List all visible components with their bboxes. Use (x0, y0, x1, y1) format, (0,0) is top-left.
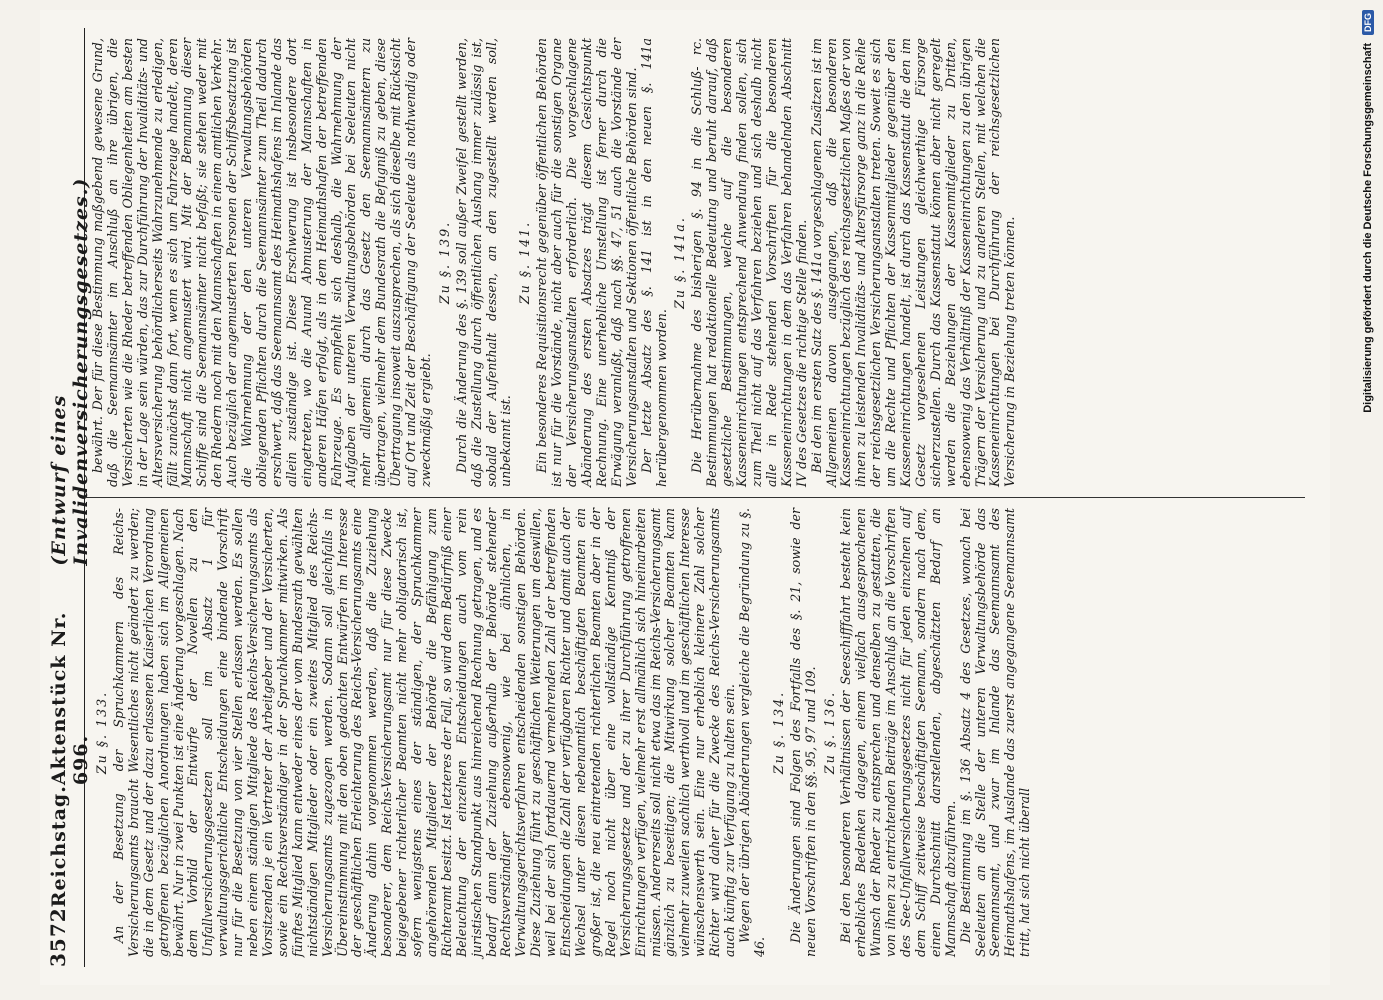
left-column (85, 498, 1305, 967)
section-heading: Zu §. 134. (770, 690, 786, 775)
paragraph: An der Besetzung der Spruchkammern des Reichs-Versicherungsamts braucht Wesentliches nicht geändert zu werden; die in dem Gesetz und der dazu erlassenen Kaiserlichen Verordnung getroffenen bezüglichen Anordnungen haben sich im Allgemeinen bewährt. Nur in zwei Punkten ist eine Änderung vorgeschlagen. Nach dem Vorbild der Entwürfe der Novellen zu den Unfallversicherungsgesetzen soll im Absatz 1 für verwaltungsgerichtliche Entscheidungen eine bindende Vorschrift nur für die Besetzung von vier Stellen erlassen werden. Es sollen neben einem ständigen Mitgliede des Reichs-Versicherungsamts als Vorsitzenden je ein Vertreter der Arbeitgeber und der Versicherten, sowie ein Rechtsverständiger in der Spruchkammer mitwirken. Als fünftes Mitglied kann entweder eines der vom Bundesrath gewählten nichtständigen Mitglieder oder ein zweites Mitglied des Reichs-Versicherungsamts zugezogen werden. Sodann soll gleichfalls in Übereinstimmung mit den oben gedachten Entwürfen im Interesse der geschäftlichen Erleichterung des Reichs-Versicherungsamts eine Änderung dahin vorgenommen werden, daß die Zuziehung besonderer, dem Reichs-Versicherungsamt nur für diese Zwecke beigegebener richterlicher Beamten nicht mehr obligatorisch ist, sofern wenigstens eines der ständigen, der Spruchkammer angehörenden Mitglieder der Behörde die Befähigung zum Richteramt besitzt. Ist letzteres der Fall, so wird dem Bedürfniß einer Beleuchtung der einzelnen Entscheidungen auch vom rein juristischen Standpunkt aus hinreichend Rechnung getragen, und es bedarf dann der Zuziehung außerhalb der Behörde stehender Rechtsverständiger ebensowenig, wie bei ähnlichen, in Verwaltungsgerichtsverfahren entscheidenden sonstigen Behörden. Diese Zuziehung führt zu geschäftlichen Weiterungen um deswillen, weil bei der sich fortdauernd vermehrenden Zahl der betreffenden Entscheidungen die Zahl der verfügbaren Richter und damit auch der Wechsel unter diesen nebenamtlich beschäftigten Beamten ein großer ist, die neu eintretenden richterlichen Beamten aber in der Regel noch nicht über eine vollständige Kenntniß der Versicherungsgesetze und der zu ihrer Durchführung getroffenen Einrichtungen verfügen, vielmehr erst allmählich sich hineinarbeiten müssen. Andererseits soll nicht etwa das im Reichs-Versicherungsamt gänzlich zu beseitigen; die Mitwirkung solcher Beamten kann vielmehr zuweilen sachlich werthvoll und im geschäftlichen Interesse wünschenswerth sein. Eine nur erheblich kleinere Zahl solcher Richter wird daher für die Zwecke des Reichs-Versicherungsamts auch künftig zur Verfügung zu halten sein. (110, 508, 738, 957)
paragraph: Bei den besonderen Verhältnissen der Seeschifffahrt besteht kein erhebliches Bedenken dagegen, einem vielfach ausgesprochenen Wunsch der Rheder zu entsprechen und denselben zu gestatten, die von ihnen zu entrichtenden Beiträge im Anschluß an die Vorschriften des See-Unfallversicherungsgesetzes nicht für jeden einzelnen auf dem Schiff zeitweise beschäftigten Seemann, sondern nach dem, einen Durchschnitt darstellenden, abgeschätzten Bedarf an Mannschaft abzuführen. (838, 508, 958, 957)
document-number: Aktenstück Nr. 696. (48, 611, 92, 786)
credit-text: Digitalisierung gefördert durch die Deutsche Forschungsgemeinschaft (1362, 43, 1374, 413)
digitization-credit (1355, 10, 1381, 990)
page-header (46, 28, 92, 967)
paragraph: Die Bestimmung im §. 136 Absatz 4 des Gesetzes, wonach bei Seeleuten an die Stelle der unteren Verwaltungsbehörde das Seemannsamt, und zwar im Inlande das Seemannsamt des Heimathshafens, im Auslande das zuerst angegangene Seemannsamt tritt, hat sich nicht überall (957, 508, 1033, 957)
section-heading: Zu §. 136. (821, 690, 837, 775)
rotated-page-content (40, 10, 1330, 985)
reichstag-label: Reichstag. (48, 785, 70, 908)
paragraph: Wegen der übrigen Abänderungen vergleiche die Begründung zu §. 46. (736, 508, 767, 957)
page-title: (Entwurf eines Invalidenversicherungsgesetzes.) (48, 177, 92, 566)
paragraph: Durch die Änderung des §. 139 soll außer Zweifel gestellt werden, daß die Zustellung durch öffentlichen Aushang immer zulässig ist, sobald der Aufenthalt dessen, an den zugestellt werden soll, unbekannt ist. (453, 38, 514, 487)
paragraph: Die Änderungen sind Folgen des Fortfalls des §. 21, sowie der neuen Vorschriften in den §§. 95, 97 und 109. (787, 508, 818, 957)
section-heading: Zu §. 133. (94, 690, 109, 775)
paragraph: Bei den im ersten Satz des §. 141a vorgeschlagenen Zusätzen ist im Allgemeinen davon ausgegangen, daß die besonderen Kasseneinrichtungen bezüglich des reichsgesetzlichen Maßes der von ihnen zu leistenden Invaliditäts- und Altersfürsorge ganz in die Reihe der reichsgesetzlichen Versicherungsanstalten treten. Soweit es sich um die Rechte und Pflichten der Kassenmitglieder gegenüber den Kasseneinrichtungen handelt, ist durch das Kassenstatut die den im Gesetz vorgesehenen Leistungen gleichwerthige Fürsorge sicherzustellen. Durch das Kassenstatut können aber nicht geregelt werden die Beziehungen der Kassenmitglieder zu Dritten, ebensowenig das Verhältniß der Kasseneinrichtungen zu den übrigen Trägern der Versicherung und zu anderen Stellen, mit welchen die Kasseneinrichtungen bei Durchführung der reichsgesetzlichen Versicherung in Beziehung treten können. (808, 38, 1018, 487)
paragraph: Die Herübernahme des bisherigen §. 94 in die Schluß- rc. Bestimmungen hat redaktionelle Bedeutung und beruht darauf, daß gesetzliche Bestimmungen, welche auf die besonderen Kasseneinrichtungen entsprechend Anwendung finden sollen, sich zum Theil nicht auf das Verfahren beziehen und sich deshalb nicht alle in Rede stehenden Vorschriften für die besonderen Kasseneinrichtungen in dem das Verfahren behandelnden Abschnitt IV des Gesetzes die richtige Stelle finden. (689, 38, 809, 487)
section-heading: Zu §. 141. (517, 220, 533, 305)
scanned-page (40, 10, 1330, 985)
section-heading: Zu §. 139. (436, 220, 452, 305)
right-column (85, 28, 1305, 498)
section-heading: Zu §. 141a. (672, 216, 688, 309)
paragraph: Der letzte Absatz des §. 141 ist in den neuen §. 141a herübergenommen worden. (638, 38, 669, 487)
paragraph: Ein besonderes Requisitionsrecht gegenüber öffentlichen Behörden ist nur für die Vorstände, nicht aber auch für die sonstigen Organe der Versicherungsanstalten erforderlich. Die vorgeschlagene Abänderung des ersten Absatzes trägt diesem Gesichtspunkt Rechnung. Eine unerhebliche Umstellung ist ferner durch die Erwägung veranlaßt, daß nach §§. 47, 51 auch die Vorstände der Versicherungsanstalten und Sektionen öffentliche Behörden sind. (534, 38, 639, 487)
paragraph: bewährt. Der für diese Bestimmung maßgebend gewesene Grund, daß die Seemannsämter im Anschluß an ihre übrigen, die Versicherten wie die Rheder betreffenden Obliegenheiten am besten in der Lage sein würden, das zur Durchführung der Invaliditäts- und Altersversicherung behördlicherseits Wahrzunehmende zu erledigen, fällt zunächst dann fort, wenn es sich um Fahrzeuge handelt, deren Mannschaft nicht angemustert wird. Mit der Bemannung dieser Schiffe sind die Seemannsämter nicht befaßt; sie stehen weder mit den Rhedern noch mit den Mannschaften in einem amtlichen Verkehr. Auch bezüglich der angemusterten Personen der Schiffsbesatzung ist die Wahrnehmung der den unteren Verwaltungsbehörden obliegenden Pflichten durch die Seemannsämter zum Theil dadurch erschwert, daß das Seemannsamt des Heimathshafens im Inlande das allein zuständige ist. Diese Erschwerung ist insbesondere dort eingetreten, wo die Anund Abmusterung der Mannschaften in anderen Häfen erfolgt, als in dem Heimathshafen der betreffenden Fahrzeuge. Es empfiehlt sich deshalb, die Wahrnehmung der Aufgaben der unteren Verwaltungsbehörden bei Seeleuten nicht mehr allgemein durch das Gesetz den Seemannsämtern zu übertragen, vielmehr dem Bundesrath die Befugniß zu geben, diese Übertragung insoweit auszusprechen, als sich dieselbe mit Rücksicht auf Ort und Zeit der Beschäftigung der Seeleute als nothwendig oder zweckmäßig ergiebt. (90, 38, 433, 487)
dfg-logo: DFG (1362, 10, 1374, 35)
page-number: 3572 (46, 907, 70, 967)
text-columns (85, 28, 1305, 967)
